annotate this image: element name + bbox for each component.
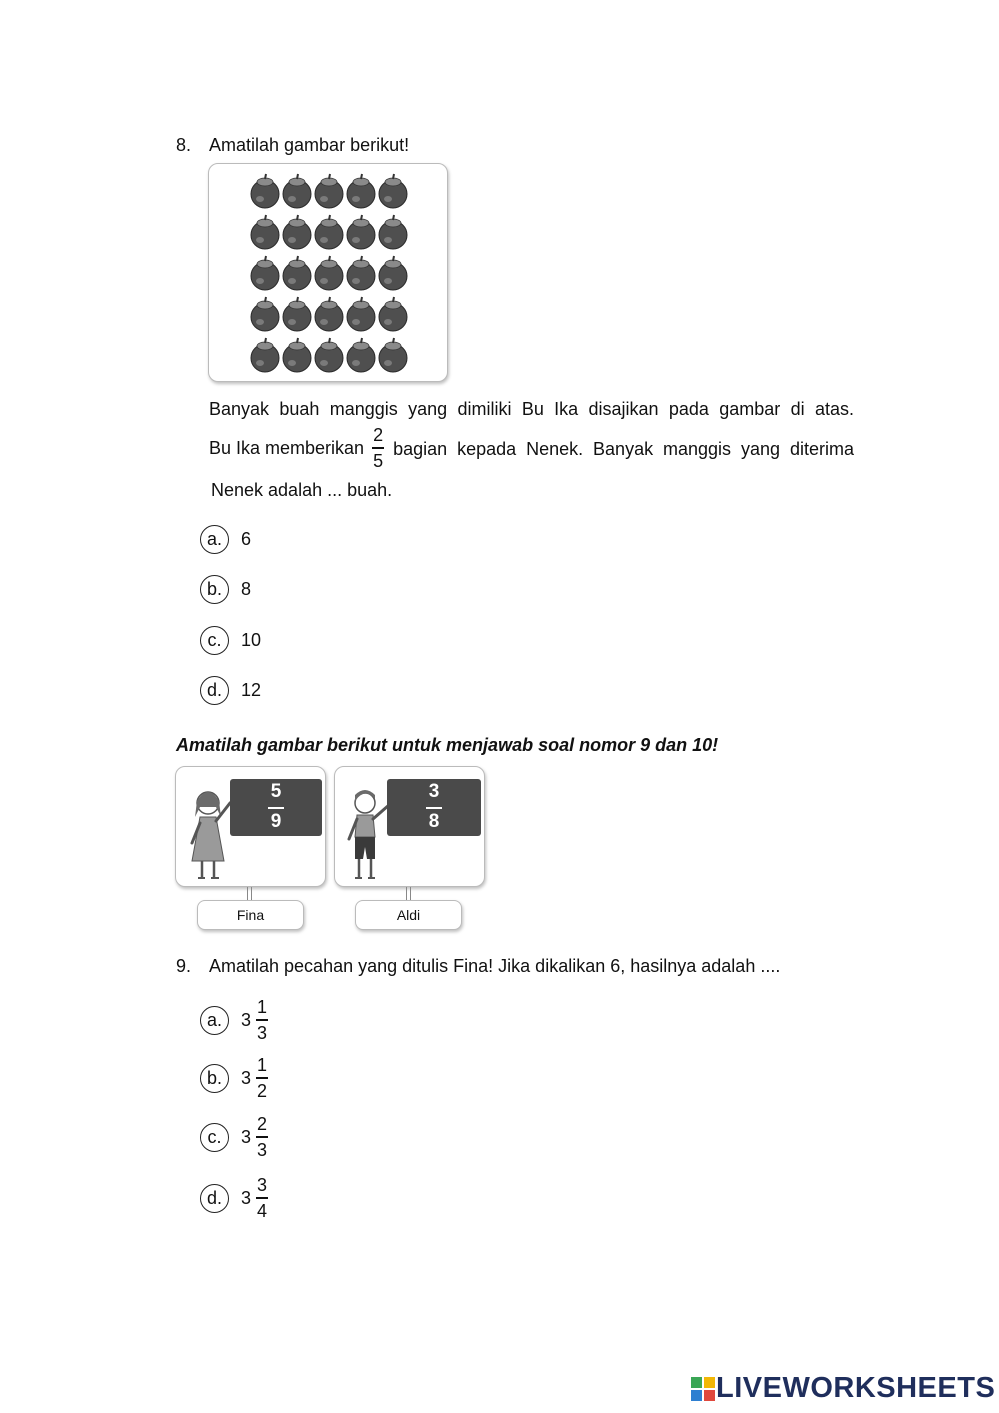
section-heading: Amatilah gambar berikut untuk menjawab soal nomor 9 dan 10! <box>176 735 719 755</box>
fraction-bar <box>256 1136 268 1138</box>
mangosteen-icon <box>379 215 407 249</box>
fraction-bar <box>372 447 384 449</box>
mangosteen-icon <box>347 256 375 290</box>
aldi-denominator: 8 <box>428 811 440 832</box>
paragraph-line-2 <box>209 423 854 473</box>
mangosteen-icon <box>347 338 375 372</box>
mixed-number <box>241 997 271 1043</box>
aldi-name-label: Aldi <box>355 900 462 930</box>
mangosteen-icon <box>379 256 407 290</box>
mangosteen-icon <box>283 174 311 208</box>
fina-name-label: Fina <box>197 900 304 930</box>
question-8-number: 8. <box>176 135 192 155</box>
aldi-numerator: 3 <box>428 781 440 802</box>
paragraph-line-2-after: bagian kepada Nenek. Banyak manggis yang diterima <box>393 439 854 459</box>
paragraph-line-2-before: Bu Ika memberikan <box>209 438 365 458</box>
mixed-whole: 3 <box>241 1067 252 1088</box>
liveworksheets-logo-icon <box>690 1376 716 1402</box>
question-9-prompt: Amatilah pecahan yang ditulis Fina! Jika dikalikan 6, hasilnya adalah .... <box>209 956 781 976</box>
option-letter-circle[interactable]: a. <box>200 1006 229 1035</box>
q9-option-d[interactable] <box>200 1172 271 1224</box>
question-8-prompt: Amatilah gambar berikut! <box>209 135 410 155</box>
q9-option-b[interactable] <box>200 1052 271 1104</box>
fraction-numerator: 2 <box>373 425 384 446</box>
fraction-two-fifths <box>372 425 384 471</box>
option-letter-circle[interactable]: b. <box>200 1064 229 1093</box>
mixed-number <box>241 1114 271 1160</box>
fraction-denominator: 3 <box>257 1139 268 1160</box>
fraction-numerator: 2 <box>257 1114 268 1135</box>
mixed-number <box>241 1175 271 1221</box>
fina-denominator: 9 <box>270 811 282 832</box>
mixed-whole: 3 <box>241 1187 252 1208</box>
fina-sign-post <box>247 887 252 901</box>
aldi-panel <box>334 766 485 887</box>
mixed-fraction <box>256 1175 268 1221</box>
q9-option-c[interactable] <box>200 1111 271 1163</box>
option-letter-circle[interactable]: c. <box>200 626 229 655</box>
mixed-fraction <box>256 1055 268 1101</box>
mangosteen-grid <box>209 164 449 383</box>
mangosteen-image-frame <box>208 163 448 382</box>
option-value: 12 <box>241 679 262 700</box>
mangosteen-icon <box>283 256 311 290</box>
q8-option-c[interactable] <box>200 625 261 655</box>
mixed-number <box>241 1055 271 1101</box>
mangosteen-icon <box>251 256 279 290</box>
fraction-bar <box>256 1197 268 1199</box>
fina-chalkboard <box>230 779 322 836</box>
option-value: 10 <box>241 629 262 650</box>
fraction-numerator: 1 <box>257 997 268 1018</box>
fraction-denominator: 5 <box>373 450 384 471</box>
mangosteen-icon <box>251 215 279 249</box>
paragraph-line-3: Nenek adalah ... buah. <box>211 480 393 500</box>
mangosteen-icon <box>315 297 343 331</box>
mixed-whole: 3 <box>241 1126 252 1147</box>
mangosteen-icon <box>315 256 343 290</box>
fraction-denominator: 3 <box>257 1022 268 1043</box>
option-value: 6 <box>241 528 252 549</box>
fina-panel <box>175 766 326 887</box>
option-letter-circle[interactable]: c. <box>200 1123 229 1152</box>
fraction-numerator: 1 <box>257 1055 268 1076</box>
girl-figure-icon <box>178 777 238 887</box>
liveworksheets-logo <box>690 1372 995 1405</box>
mangosteen-icon <box>283 297 311 331</box>
mangosteen-icon <box>315 215 343 249</box>
option-letter-circle[interactable]: d. <box>200 676 229 705</box>
q8-option-a[interactable] <box>200 524 251 554</box>
q8-option-d[interactable] <box>200 675 261 705</box>
paragraph-line-1: Banyak buah manggis yang dimiliki Bu Ika disajikan pada gambar di atas. <box>209 399 854 419</box>
fraction-numerator: 3 <box>257 1175 268 1196</box>
question-8-paragraph <box>209 396 854 503</box>
paragraph-line-2-start <box>209 425 387 471</box>
aldi-chalkboard <box>387 779 481 836</box>
fraction-denominator: 2 <box>257 1080 268 1101</box>
mangosteen-icon <box>283 338 311 372</box>
mangosteen-icon <box>315 174 343 208</box>
mangosteen-icon <box>379 297 407 331</box>
mixed-fraction <box>256 997 268 1043</box>
mangosteen-icon <box>251 297 279 331</box>
mangosteen-icon <box>347 215 375 249</box>
fina-fraction-bar <box>268 807 284 809</box>
mangosteen-icon <box>251 174 279 208</box>
aldi-sign-post <box>406 887 411 901</box>
option-letter-circle[interactable]: b. <box>200 575 229 604</box>
fraction-bar <box>256 1019 268 1021</box>
option-letter-circle[interactable]: d. <box>200 1184 229 1213</box>
mangosteen-icon <box>379 174 407 208</box>
question-9-number: 9. <box>176 956 192 976</box>
mangosteen-icon <box>283 215 311 249</box>
mangosteen-icon <box>379 338 407 372</box>
logo-text: LIVEWORKSHEETS <box>716 1372 996 1404</box>
q9-option-a[interactable] <box>200 994 271 1046</box>
mangosteen-icon <box>347 297 375 331</box>
option-value: 8 <box>241 578 252 599</box>
mangosteen-icon <box>315 338 343 372</box>
mixed-fraction <box>256 1114 268 1160</box>
mixed-whole: 3 <box>241 1009 252 1030</box>
mangosteen-icon <box>347 174 375 208</box>
q8-option-b[interactable] <box>200 574 251 604</box>
fraction-bar <box>256 1077 268 1079</box>
fina-numerator: 5 <box>270 781 282 802</box>
mangosteen-icon <box>251 338 279 372</box>
aldi-fraction-bar <box>426 807 442 809</box>
option-letter-circle[interactable]: a. <box>200 525 229 554</box>
fraction-denominator: 4 <box>257 1200 268 1221</box>
